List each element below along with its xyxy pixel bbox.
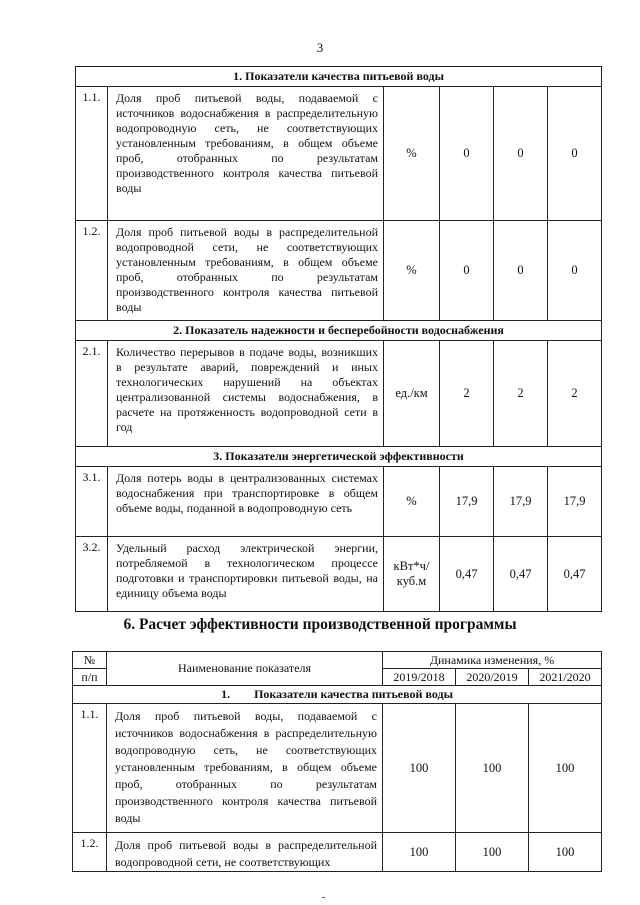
value-cell: 0 xyxy=(440,87,494,221)
row-number: 1.1. xyxy=(76,87,108,221)
table-row xyxy=(76,221,602,321)
value-cell: 0 xyxy=(494,221,548,321)
indicator-name: Удельный расход электрической энергии, потребляемой в технологическом процессе подготовки и транспортировки питьевой воды, на единицу объема воды xyxy=(108,537,384,612)
indicator-name: Доля проб питьевой воды в распределительной водопроводной сети, не соответствующих установленным требованиям, в общем объеме проб, отобранных по результатам производственного контроля качества питьевой воды xyxy=(108,221,384,321)
unit-cell: % xyxy=(384,467,440,537)
value-cell: 0 xyxy=(548,87,602,221)
section-title: 3. Показатели энергетической эффективности xyxy=(76,447,602,467)
indicator-name: Доля проб питьевой воды, подаваемой с источников водоснабжения в распределительную водопроводную сеть, не соответствующих установленным требованиям, в общем объеме проб, отобранных по результатам производственного контроля качества питьевой воды xyxy=(108,87,384,221)
unit-cell: % xyxy=(384,87,440,221)
col-dynamics-header: Динамика изменения, % xyxy=(383,652,602,669)
row-number: 1.2. xyxy=(76,221,108,321)
value-cell: 100 xyxy=(456,704,529,833)
unit-cell: ед./км xyxy=(384,341,440,447)
unit-cell: кВт*ч/ куб.м xyxy=(384,537,440,612)
scan-mark xyxy=(322,897,325,898)
header-row xyxy=(73,652,602,669)
section-number: 1. xyxy=(221,687,231,701)
indicator-name: Доля проб питьевой воды в распределительной водопроводной сети, не соответствующих xyxy=(107,833,383,872)
col-name-header: Наименование показателя xyxy=(107,652,383,686)
table-row xyxy=(73,833,602,872)
section-header-row xyxy=(73,686,602,704)
table-row xyxy=(76,341,602,447)
efficiency-table xyxy=(72,651,602,872)
section-6-heading: 6. Расчет эффективности производственной программы xyxy=(123,616,517,633)
indicators-table xyxy=(75,66,602,612)
row-number: 1.2. xyxy=(73,833,107,872)
value-cell: 100 xyxy=(529,833,602,872)
col-num-subheader: п/п xyxy=(73,669,107,686)
table-row xyxy=(73,704,602,833)
indicator-name: Количество перерывов в подаче воды, возникших в результате аварий, повреждений и иных технологических нарушений на объектах централизованной системы водоснабжения, в расчете на протяженность водопроводной сети в год xyxy=(108,341,384,447)
section-header-row xyxy=(76,67,602,87)
section-header-row xyxy=(76,321,602,341)
page-number: 3 xyxy=(316,40,324,55)
section-title: 2. Показатель надежности и бесперебойности водоснабжения xyxy=(76,321,602,341)
row-number: 3.2. xyxy=(76,537,108,612)
value-cell: 0 xyxy=(440,221,494,321)
row-number: 3.1. xyxy=(76,467,108,537)
value-cell: 2 xyxy=(494,341,548,447)
value-cell: 2 xyxy=(440,341,494,447)
value-cell: 2 xyxy=(548,341,602,447)
indicator-name: Доля потерь воды в централизованных системах водоснабжения при транспортировке в общем объеме воды, поданной в водопроводную сеть xyxy=(108,467,384,537)
value-cell: 100 xyxy=(529,704,602,833)
col-num-header: № xyxy=(73,652,107,669)
value-cell: 17,9 xyxy=(548,467,602,537)
value-cell: 0 xyxy=(548,221,602,321)
section-header-row xyxy=(76,447,602,467)
value-cell: 0,47 xyxy=(440,537,494,612)
year-header: 2019/2018 xyxy=(383,669,456,686)
value-cell: 100 xyxy=(383,704,456,833)
table-row xyxy=(76,87,602,221)
section-title: 1. Показатели качества питьевой воды xyxy=(76,67,602,87)
row-number: 2.1. xyxy=(76,341,108,447)
year-header: 2021/2020 xyxy=(529,669,602,686)
value-cell: 0,47 xyxy=(548,537,602,612)
value-cell: 0 xyxy=(494,87,548,221)
section-title xyxy=(73,686,602,704)
indicator-name: Доля проб питьевой воды, подаваемой с источников водоснабжения в распределительную водопроводную сеть, не соответствующих установленным требованиям, в общем объеме проб, отобранных по результатам производственного контроля качества питьевой воды xyxy=(107,704,383,833)
value-cell: 100 xyxy=(383,833,456,872)
row-number: 1.1. xyxy=(73,704,107,833)
year-header: 2020/2019 xyxy=(456,669,529,686)
section-title-text: Показатели качества питьевой воды xyxy=(254,687,453,701)
table-row xyxy=(76,467,602,537)
value-cell: 0,47 xyxy=(494,537,548,612)
unit-cell: % xyxy=(384,221,440,321)
table-row xyxy=(76,537,602,612)
value-cell: 100 xyxy=(456,833,529,872)
value-cell: 17,9 xyxy=(494,467,548,537)
value-cell: 17,9 xyxy=(440,467,494,537)
